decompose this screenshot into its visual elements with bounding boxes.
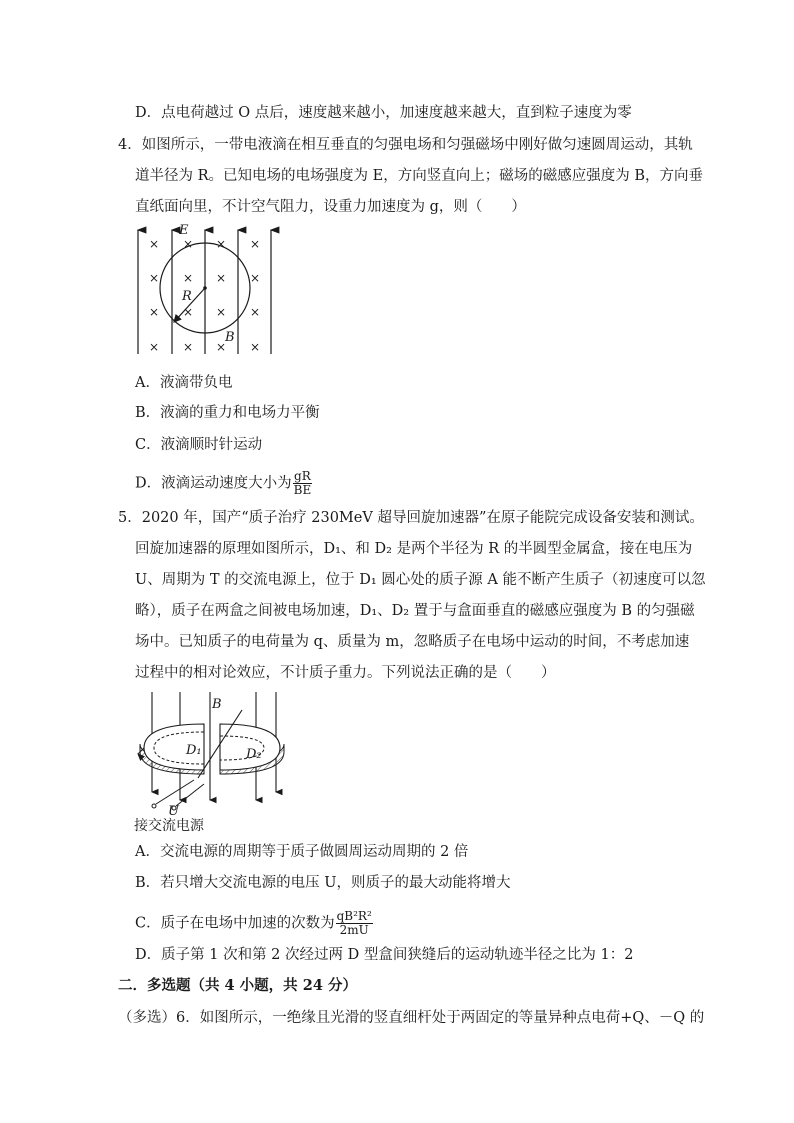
q5-stem-line5: 场中。已知质子的电荷量为 q、质量为 m，忽略质子在电场中运动的时间，不考虑加速 bbox=[135, 634, 690, 650]
cross-mark: × bbox=[215, 237, 227, 251]
cross-mark: × bbox=[215, 340, 227, 354]
q5-stem-line1: 5．2020 年，国产“质子治疗 230MeV 超导回旋加速器”在原子能院完成设备安装和测试。 bbox=[118, 510, 704, 526]
label-b: B bbox=[225, 330, 235, 345]
cross-mark: × bbox=[182, 305, 194, 319]
q6-stem-line1: （多选）6．如图所示，一绝缘且光滑的竖直细杆处于两固定的等量异种点电荷+Q、－Q 的 bbox=[118, 1010, 705, 1026]
q5-stem-line4: 略），质子在两盒之间被电场加速，D₁、D₂ 置于与盒面垂直的磁感应强度为 B 的匀强磁 bbox=[135, 603, 695, 619]
label-b: B bbox=[212, 697, 222, 712]
q4-option-d-text: D．液滴运动速度大小为 bbox=[135, 475, 292, 492]
q4-option-c: C．液滴顺时针运动 bbox=[135, 437, 263, 453]
cross-mark: × bbox=[148, 340, 160, 354]
q5-stem-line2: 回旋加速器的原理如图所示，D₁、和 D₂ 是两个半径为 R 的半圆型金属盒，接在电压为 bbox=[135, 541, 693, 557]
cross-mark: × bbox=[215, 271, 227, 285]
section-heading: 二．多选题（共 4 小题，共 24 分） bbox=[118, 977, 357, 994]
q5-option-b: B．若只增大交流电源的电压 U，则质子的最大动能将增大 bbox=[135, 875, 511, 891]
cross-mark: × bbox=[249, 305, 261, 319]
q5-stem-line3: U、周期为 T 的交流电源上，位于 D₁ 圆心处的质子源 A 能不断产生质子（初速度可以忽 bbox=[135, 572, 706, 588]
q5-option-c bbox=[135, 910, 373, 937]
cross-mark: × bbox=[148, 305, 160, 319]
label-d2: D₂ bbox=[246, 747, 262, 762]
cross-mark: × bbox=[148, 237, 160, 251]
q4-figure bbox=[130, 222, 280, 362]
q5-figure bbox=[130, 688, 300, 816]
q5-figure-caption: 接交流电源 bbox=[134, 818, 204, 834]
q5-option-c-fraction bbox=[336, 910, 373, 937]
q4-option-d-fraction bbox=[293, 470, 313, 497]
q5-option-c-text: C．质子在电场中加速的次数为 bbox=[135, 915, 335, 932]
q4-stem-line2: 道半径为 R。已知电场的电场强度为 E，方向竖直向上；磁场的磁感应强度为 B，方向垂 bbox=[135, 168, 703, 184]
cross-mark: × bbox=[148, 271, 160, 285]
cross-mark: × bbox=[215, 305, 227, 319]
orbit-center bbox=[203, 286, 207, 290]
q4-stem-line1: 4．如图所示，一带电液滴在相互垂直的匀强电场和匀强磁场中刚好做匀速圆周运动，其轨 bbox=[118, 137, 693, 153]
q4-option-a: A．液滴带负电 bbox=[135, 375, 233, 391]
label-u: U bbox=[168, 804, 179, 816]
label-r: R bbox=[182, 289, 192, 304]
fraction-denominator: 2mU bbox=[339, 923, 369, 937]
fraction-denominator: BE bbox=[293, 483, 312, 497]
q5-option-a: A．交流电源的周期等于质子做圆周运动周期的 2 倍 bbox=[135, 844, 469, 860]
label-d1: D₁ bbox=[186, 743, 202, 758]
cross-mark: × bbox=[249, 271, 261, 285]
cross-mark: × bbox=[249, 237, 261, 251]
q3-option-d: D．点电荷越过 O 点后，速度越来越小，加速度越来越大，直到粒子速度为零 bbox=[135, 105, 632, 121]
cross-mark: × bbox=[182, 340, 194, 354]
q4-stem-line3: 直纸面向里，不计空气阻力，设重力加速度为 g，则（ ） bbox=[135, 199, 526, 215]
cross-mark: × bbox=[182, 271, 194, 285]
label-e: E bbox=[179, 223, 189, 238]
cross-mark: × bbox=[249, 340, 261, 354]
q4-option-b: B．液滴的重力和电场力平衡 bbox=[135, 405, 320, 421]
fraction-numerator: qB²R² bbox=[336, 909, 372, 923]
q5-stem-line6: 过程中的相对论效应，不计质子重力。下列说法正确的是（ ） bbox=[135, 665, 556, 681]
cross-mark: × bbox=[182, 237, 194, 251]
fraction-numerator: gR bbox=[294, 469, 311, 483]
q4-option-d bbox=[135, 470, 312, 497]
q5-option-d: D．质子第 1 次和第 2 次经过两 D 型盒间狭缝后的运动轨迹半径之比为 1：2 bbox=[135, 947, 634, 963]
